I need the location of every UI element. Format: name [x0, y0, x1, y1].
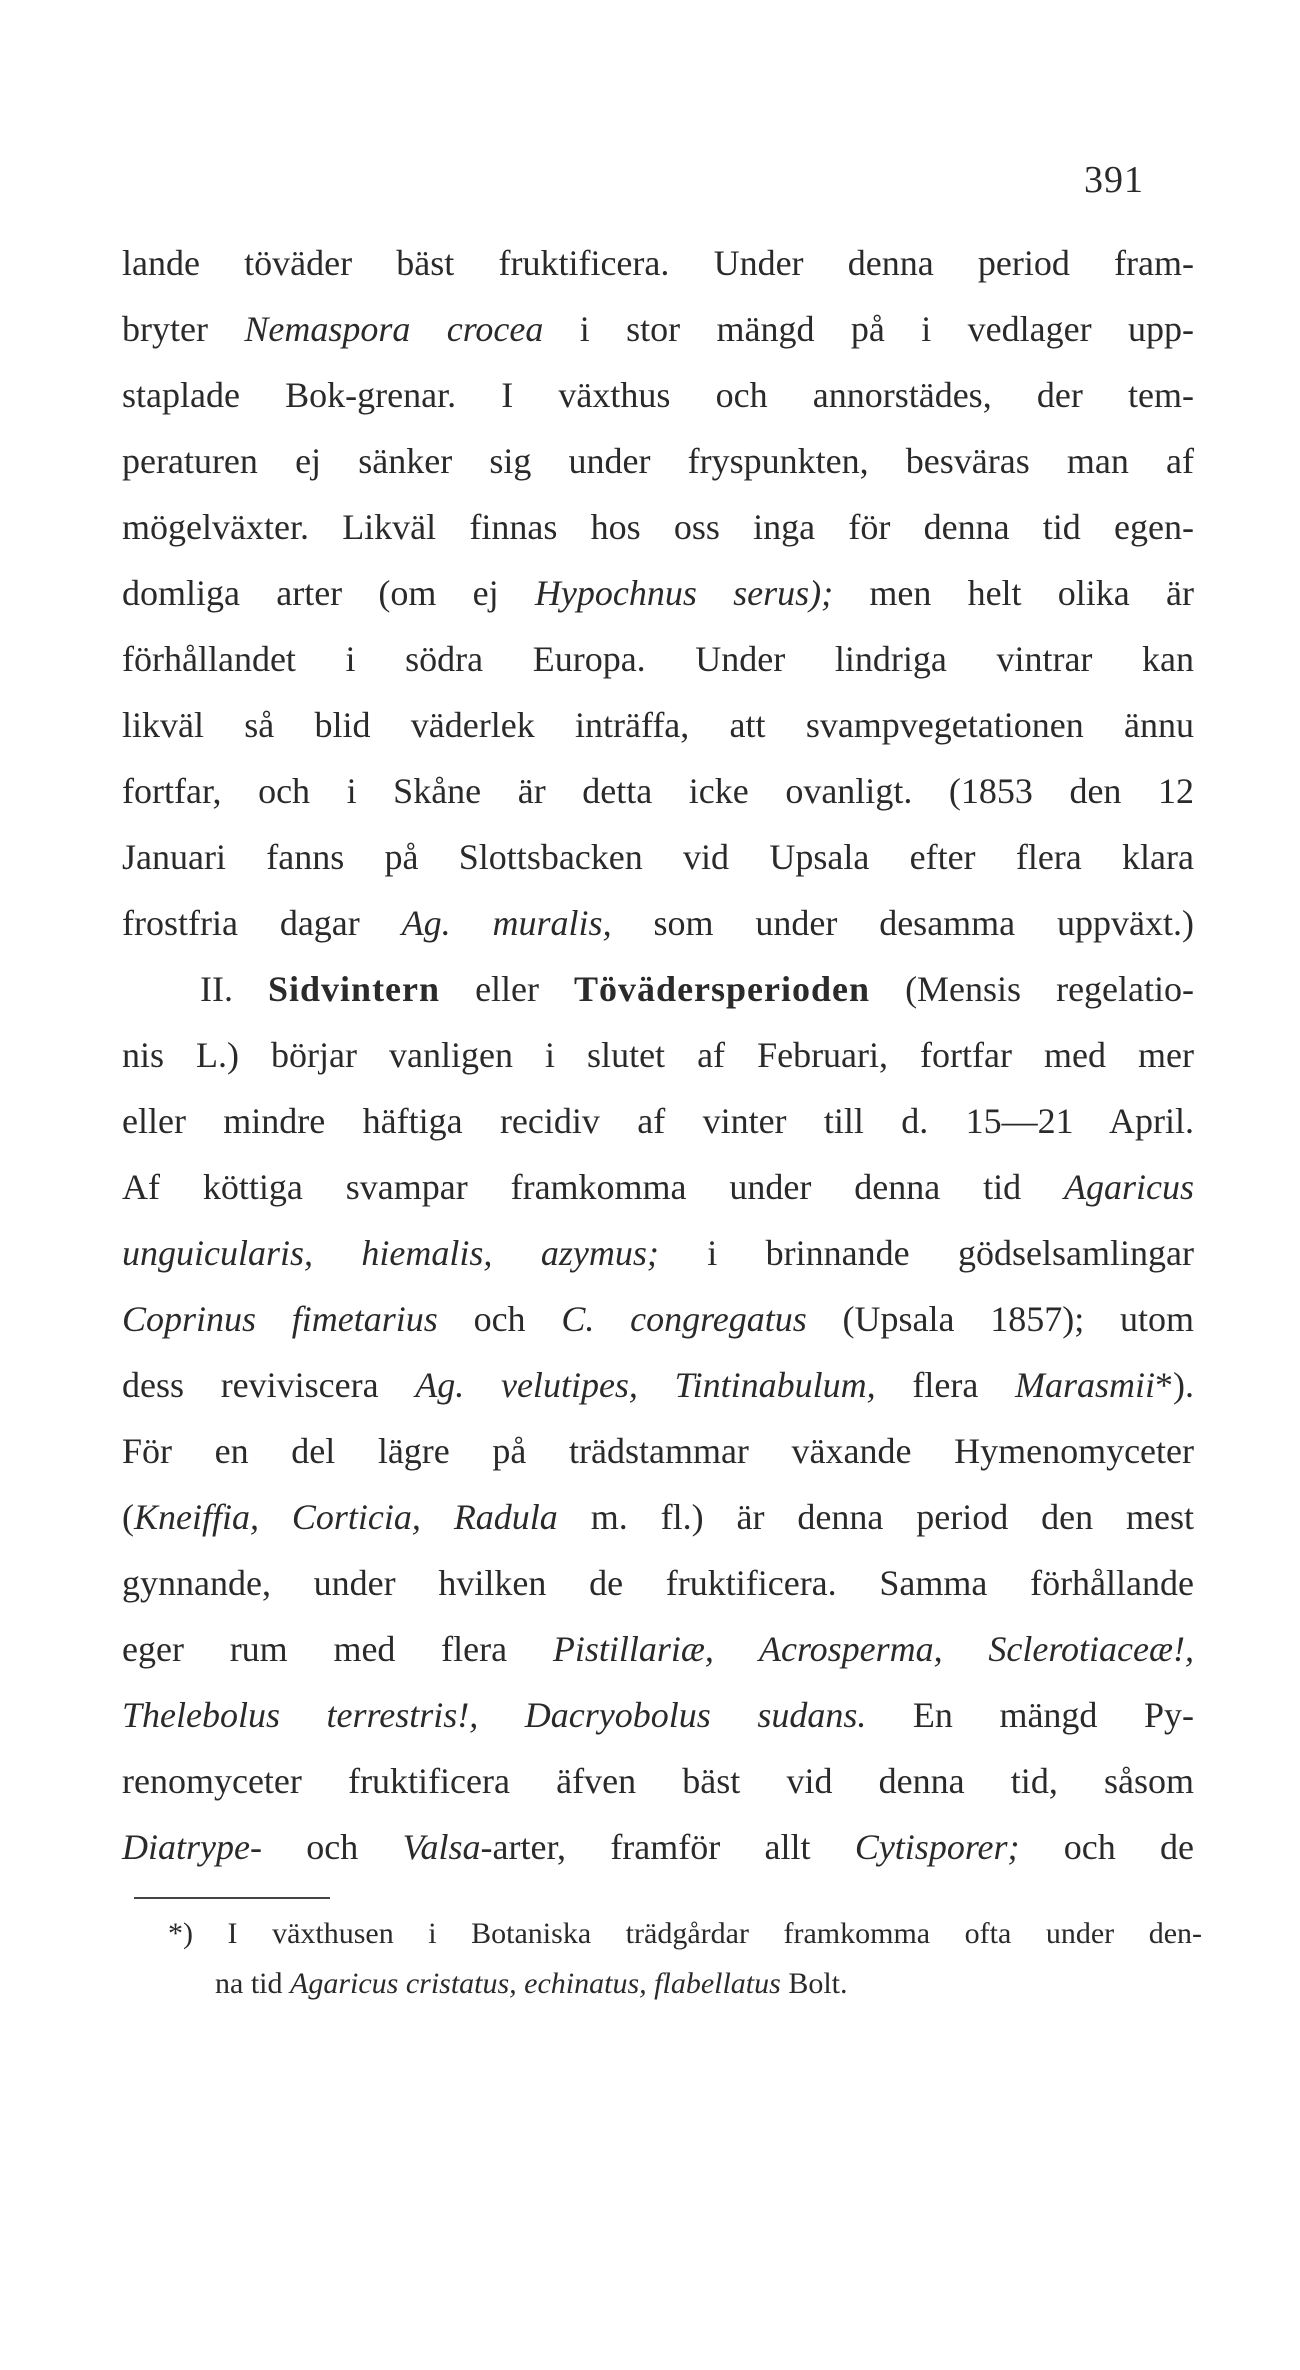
- footnote-line: na tid Agaricus cristatus, echinatus, flabellatus Bolt.: [215, 1967, 848, 2000]
- text-line: (Kneiffia, Corticia, Radula m. fl.) är denna period den mest: [122, 1497, 1194, 1537]
- text-line: Diatrype- och Valsa-arter, framför allt Cytisporer; och de: [122, 1827, 1194, 1867]
- text-line: gynnande, under hvilken de fruktificera. Samma förhållande: [122, 1563, 1194, 1603]
- section-title-alt: Tövädersperioden: [574, 969, 871, 1009]
- text-line: peraturen ej sänker sig under fryspunkten, besväras man af: [122, 441, 1194, 481]
- text-line: förhållandet i södra Europa. Under lindriga vintrar kan: [122, 639, 1194, 679]
- text-line: Af köttiga svampar framkomma under denna tid Agaricus: [122, 1167, 1194, 1207]
- text-line: staplade Bok-grenar. I växthus och annorstädes, der tem-: [122, 375, 1194, 415]
- text-line: frostfria dagar Ag. muralis, som under desamma uppväxt.): [122, 903, 1195, 943]
- text-line: lande töväder bäst fruktificera. Under denna period fram-: [122, 243, 1194, 283]
- text-line: eger rum med flera Pistillariæ, Acrosperma, Sclerotiaceæ!,: [122, 1629, 1194, 1669]
- text-line: renomyceter fruktificera äfven bäst vid denna tid, såsom: [122, 1761, 1194, 1801]
- text-line: nis L.) börjar vanligen i slutet af Februari, fortfar med mer: [122, 1035, 1194, 1075]
- text-line: eller mindre häftiga recidiv af vinter till d. 15—21 April.: [122, 1101, 1194, 1141]
- text-line: mögelväxter. Likväl finnas hos oss inga för denna tid egen-: [122, 507, 1194, 547]
- section-heading-line: II. Sidvintern eller Tövädersperioden (Mensis regelatio-: [200, 969, 1194, 1009]
- text-line: För en del lägre på trädstammar växande Hymenomyceter: [122, 1431, 1194, 1471]
- text-line: Thelebolus terrestris!, Dacryobolus sudans. En mängd Py-: [122, 1695, 1195, 1735]
- text-line: Januari fanns på Slottsbacken vid Upsala efter flera klara: [122, 837, 1194, 877]
- footnote-line: *) I växthusen i Botaniska trädgårdar framkomma ofta under den-: [168, 1917, 1202, 1950]
- page-number: 391: [1084, 159, 1144, 201]
- text-line: unguicularis, hiemalis, azymus; i brinnande gödselsamlingar: [122, 1233, 1194, 1273]
- text-line: domliga arter (om ej Hypochnus serus); men helt olika är: [122, 573, 1194, 613]
- section-title: Sidvintern: [268, 969, 441, 1009]
- text-line: Coprinus fimetarius och C. congregatus (Upsala 1857); utom: [122, 1299, 1194, 1339]
- footnote-divider: [134, 1897, 330, 1899]
- text-line: fortfar, och i Skåne är detta icke ovanligt. (1853 den 12: [122, 771, 1194, 811]
- text-line: bryter Nemaspora crocea i stor mängd på i vedlager upp-: [122, 309, 1194, 349]
- text-line: dess reviviscera Ag. velutipes, Tintinabulum, flera Marasmii*).: [122, 1365, 1195, 1405]
- text-line: likväl så blid väderlek inträffa, att svampvegetationen ännu: [122, 705, 1194, 745]
